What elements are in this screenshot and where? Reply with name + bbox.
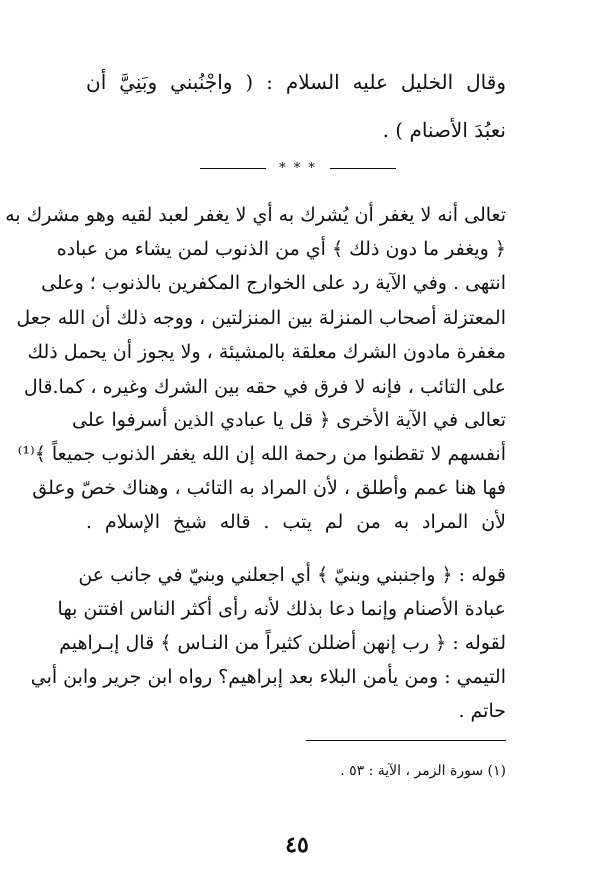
paragraph1-line-7: تعالى في الآية الأخرى ﴿ قل يا عبادي الذين أسرفوا على — [72, 409, 506, 431]
separator-stars: * * * — [279, 160, 317, 176]
paragraph1-line-4: المعتزلة أصحاب المنزلة بين المنزلتين ، ووجه ذلك أن الله جعل — [16, 307, 506, 329]
paragraph1-line-6: على التائب ، فإنه لا فرق في حقه بين الشرك وغيره ، كما.قال — [23, 376, 506, 398]
separator-rule-right — [330, 168, 396, 169]
quote-line-2: نعبُدَ الأصنام ) . — [382, 118, 506, 142]
separator-rule-left — [200, 168, 266, 169]
footnote: (١) سورة الزمر ، الآية : ٥٣ . — [340, 763, 506, 779]
paragraph2-line-2: عبادة الأصنام وإنما دعا بذلك لأنه رأى أكثر الناس افتتن بها — [57, 598, 506, 620]
paragraph1-line-1: تعالى أنه لا يغفر أن يُشرك به أي لا يغفر لعبد لقيه وهو مشرك به — [5, 204, 506, 226]
paragraph1-line-10: لأن المراد به من لم يتب . قاله شيخ الإسلام . — [86, 511, 506, 533]
paragraph2-line-1: قوله : ﴿ واجنبني وبنيّ ﴾ أي اجعلني وبنيّ في جانب عن — [78, 564, 506, 586]
quote-line-1: وقال الخليل عليه السلام : ( واجْنُبني وبَنِيَّ أن — [86, 70, 506, 94]
footnote-divider — [306, 740, 506, 741]
paragraph2-line-5: حاتم . — [458, 700, 506, 722]
section-separator — [200, 160, 396, 176]
paragraph1-line-9: فها هنا عمم وأطلق ، لأن المراد به التائب ، وهناك خصّ وعلق — [32, 477, 506, 499]
paragraph1-line-3: انتهى . وفي الآية رد على الخوارج المكفرين بالذنوب ؛ وعلى — [41, 272, 506, 294]
paragraph1-line-2: ﴿ ويغفر ما دون ذلك ﴾ أي من الذنوب لمن يشاء من عباده — [56, 238, 506, 260]
paragraph2-line-3: لقوله : ﴿ رب إنهن أضللن كثيراً من النـاس ﴾ قال إبـراهيم — [59, 632, 506, 654]
page-number: ٤٥ — [285, 832, 309, 858]
paragraph1-line-8: أنفسهم لا تقطنوا من رحمة الله إن الله يغفر الذنوب جميعاً ﴾⁽¹⁾ — [17, 443, 506, 465]
paragraph2-line-4: التيمي : ومن يأمن البلاء بعد إبراهيم؟ رواه ابن جرير وابن أبي — [30, 666, 506, 688]
paragraph1-line-5: مغفرة مادون الشرك معلقة بالمشيئة ، ولا يجوز أن يحمل ذلك — [27, 341, 506, 363]
